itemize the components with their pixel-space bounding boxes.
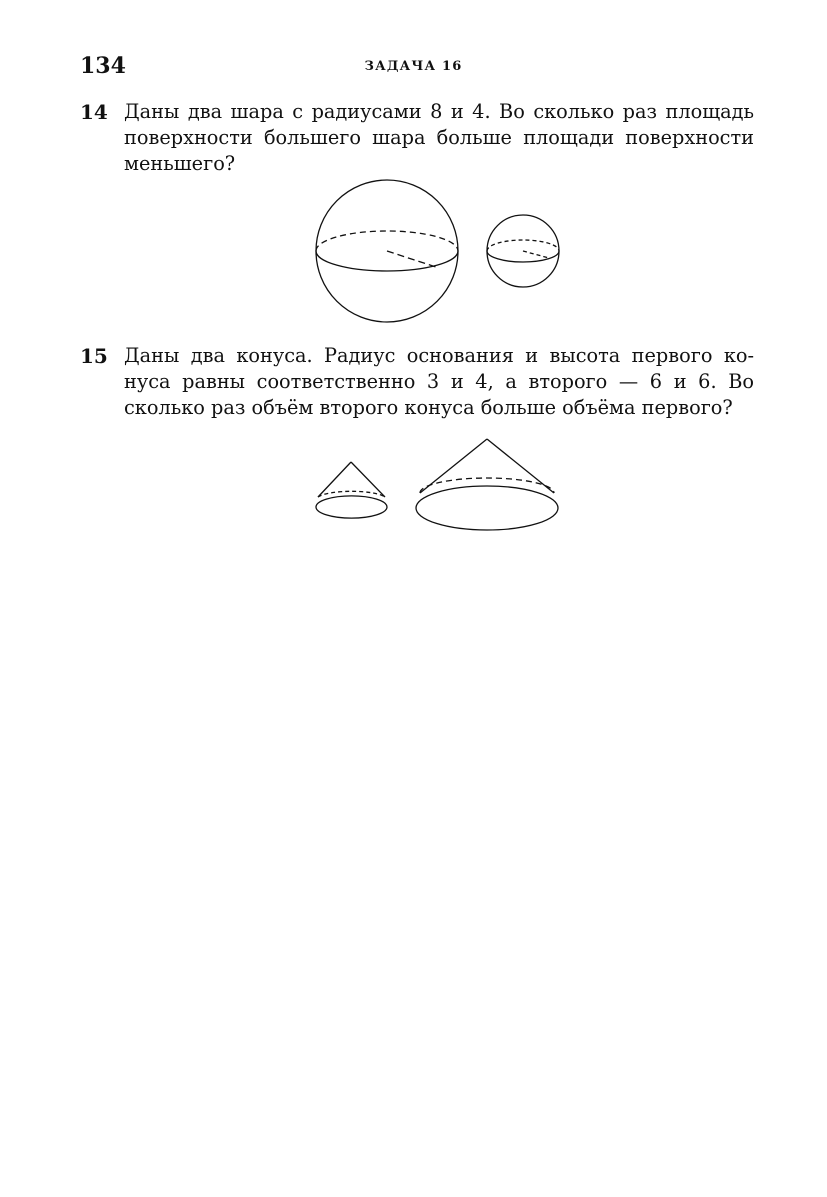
problem-text (124, 343, 754, 421)
small-cone (316, 462, 387, 518)
two-spheres-figure (316, 180, 559, 322)
problem-text-line: меньшего? (124, 152, 236, 175)
problem-text-line: Даны два шара с радиусами 8 и 4. Во сколько раз площадь (124, 100, 754, 123)
problem-number: 14 (80, 100, 108, 124)
large-cone (416, 439, 558, 530)
two-cones-figure (316, 439, 558, 530)
small-sphere (487, 215, 559, 287)
page-number: 134 (80, 53, 126, 79)
problem-text-line: сколько раз объём второго конуса больше объёма первого? (124, 396, 733, 419)
problem-text-line: поверхности большего шара больше площади поверхности (124, 126, 754, 149)
running-head: ЗАДАЧА 16 (364, 59, 463, 74)
problem-text-line: нуса равны соответственно 3 и 4, а второго — 6 и 6. Во (124, 370, 754, 393)
problem-text (124, 99, 754, 177)
problem-text-line: Даны два конуса. Радиус основания и высота первого ко- (124, 344, 754, 367)
large-sphere (316, 180, 458, 322)
problem-number: 15 (80, 344, 108, 368)
